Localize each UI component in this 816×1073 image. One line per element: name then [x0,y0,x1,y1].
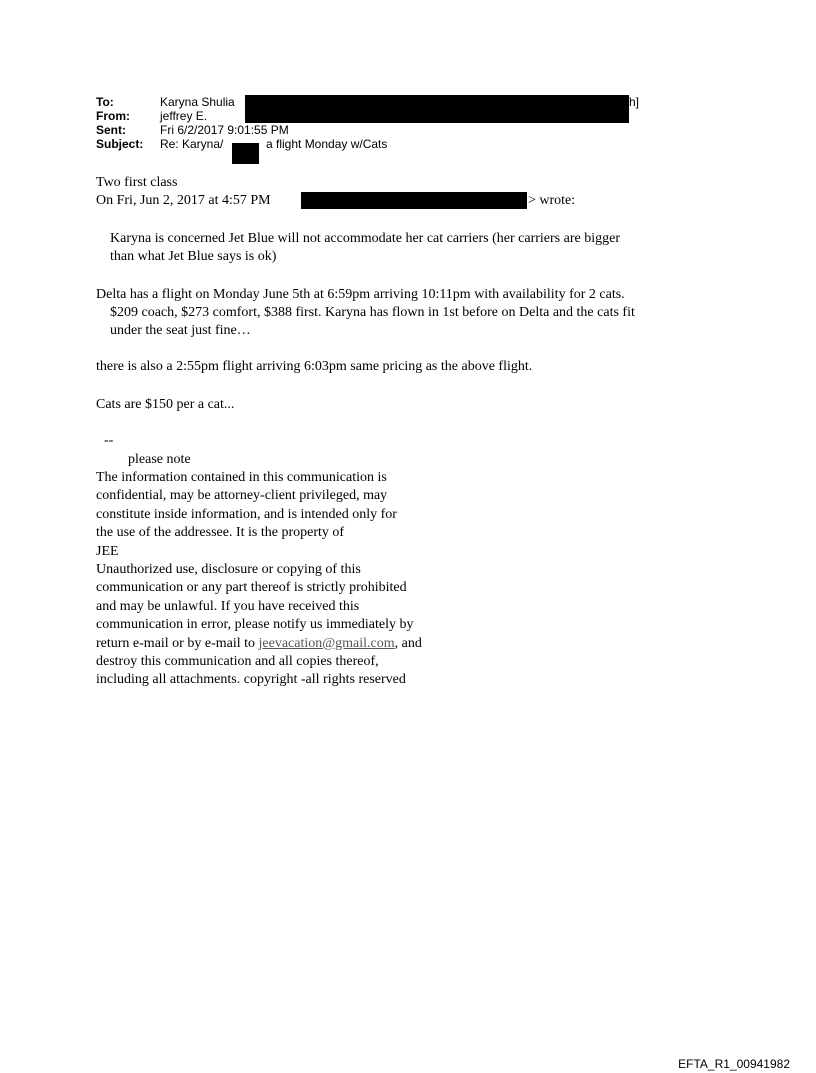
quoted-line-1: Karyna is concerned Jet Blue will not accommodate her cat carriers (her carriers are bigger [110,231,620,246]
also-flight-line: there is also a 2:55pm flight arriving 6:03pm same pricing as the above flight. [96,359,533,374]
disclaimer-line: including all attachments. copyright -all rights reserved [96,672,406,688]
disclaimer-line: and may be unlawful. If you have received this [96,598,360,614]
disclaimer-line: destroy this communication and all copies thereof, [96,653,379,669]
to-value-tail: h] [629,95,640,109]
disclaimer-line: constitute inside information, and is intended only for [96,506,397,522]
email-prefix: return e-mail or by e-mail to [96,635,259,651]
from-label: From: [96,109,130,123]
delta-line-2: $209 coach, $273 comfort, $388 first. Karyna has flown in 1st before on Delta and the cats fit [110,305,635,320]
sent-value: Fri 6/2/2017 9:01:55 PM [160,123,289,137]
disclaimer-line: JEE [96,543,119,559]
cat-price-line: Cats are $150 per a cat... [96,397,235,412]
email-link[interactable]: jeevacation@gmail.com [258,635,395,651]
sent-label: Sent: [96,123,126,137]
disclaimer [96,469,422,690]
quoted-paragraph [110,230,620,266]
reply-line: Two first class [96,175,178,190]
delta-paragraph [96,286,635,340]
from-value: jeffrey E. [160,109,208,123]
document-id: EFTA_R1_00941982 [678,1057,790,1071]
disclaimer-line: communication or any part thereof is strictly prohibited [96,580,407,596]
subject-value-end: a flight Monday w/Cats [266,137,388,151]
disclaimer-line: The information contained in this communication is [96,470,387,485]
disclaimer-line: the use of the addressee. It is the property of [96,525,345,541]
disclaimer-email-line [96,635,422,653]
to-value: Karyna Shulia [160,95,235,109]
to-label: To: [96,95,114,109]
redaction-bar-subject [232,143,259,164]
redaction-bar-recipient [245,95,629,123]
please-note: please note [128,452,191,467]
subject-label: Subject: [96,137,144,151]
delta-line-1: Delta has a flight on Monday June 5th at 6:59pm arriving 10:11pm with availability for 2 cats. [96,287,625,302]
quote-header-end: > wrote: [528,193,576,208]
disclaimer-line: Unauthorized use, disclosure or copying of this [96,561,361,577]
quoted-line-2: than what Jet Blue says is ok) [110,249,277,264]
email-suffix: , and [394,635,422,651]
redaction-bar-sender-email [301,192,527,209]
disclaimer-line: confidential, may be attorney-client privileged, may [96,488,388,504]
subject-value-start: Re: Karyna/ [160,137,224,151]
quote-header-start: On Fri, Jun 2, 2017 at 4:57 PM [96,193,271,208]
signature-dashes: -- [104,433,114,448]
disclaimer-line: communication in error, please notify us immediately by [96,617,414,633]
delta-line-3: under the seat just fine… [110,323,251,338]
